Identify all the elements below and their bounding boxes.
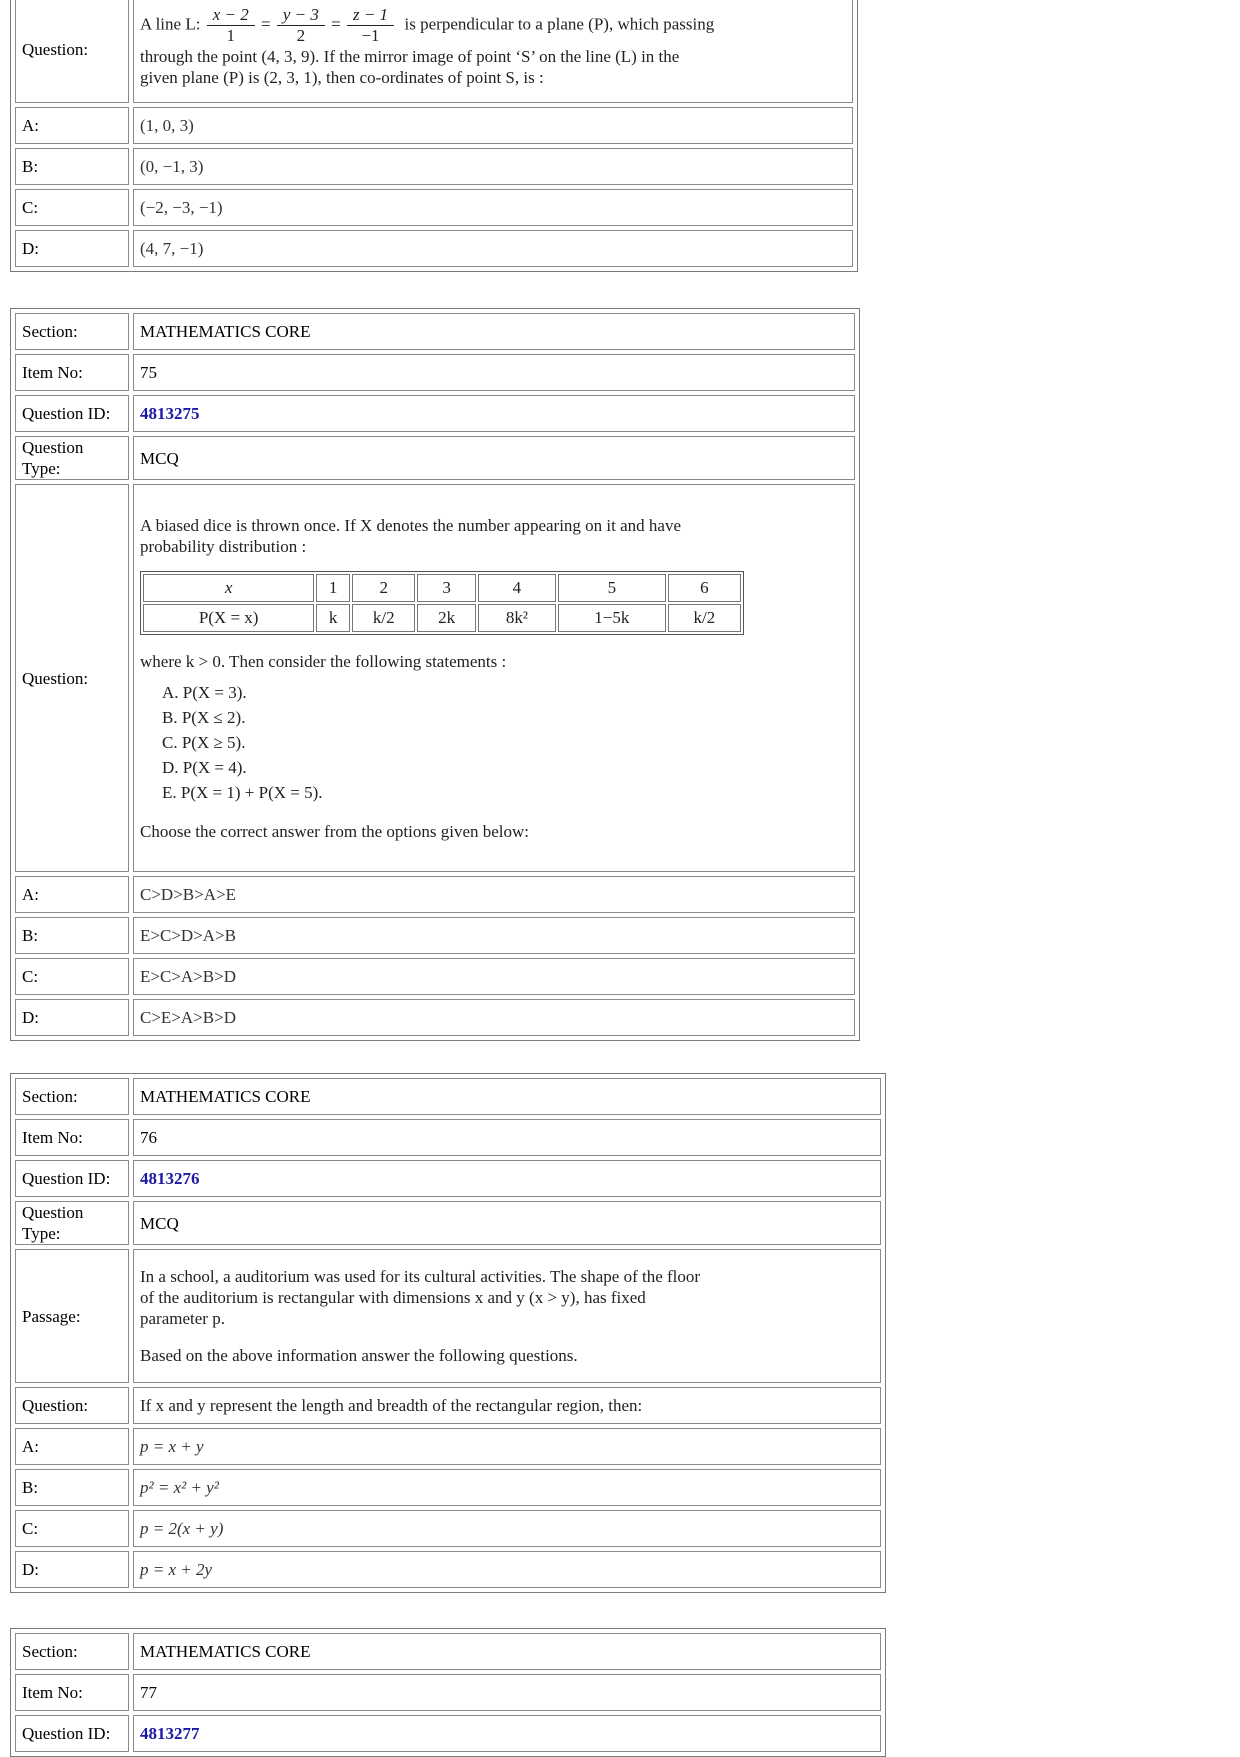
table-cell: P(X = x) xyxy=(143,604,314,632)
question-text xyxy=(133,0,853,103)
equals-sign: = xyxy=(260,13,271,33)
passage-label: Passage: xyxy=(15,1249,129,1383)
question-id-row xyxy=(15,1715,881,1752)
option-row-b xyxy=(15,148,853,185)
table-cell: 2 xyxy=(352,574,415,602)
probability-row-x xyxy=(143,574,741,602)
passage-line: Based on the above information answer the following questions. xyxy=(140,1346,578,1365)
question-id-value: 4813276 xyxy=(133,1160,881,1197)
option-row-c xyxy=(15,1510,881,1547)
option-label: C: xyxy=(15,189,129,226)
section-row xyxy=(15,1633,881,1670)
fraction-1: $\frac{x - 2}{1}$ xyxy=(207,5,255,46)
option-value: (0, −1, 3) xyxy=(133,148,853,185)
table-cell: 5 xyxy=(558,574,666,602)
item-row xyxy=(15,1119,881,1156)
question-id-value: 4813275 xyxy=(133,395,855,432)
question-label: Question: xyxy=(15,0,129,103)
probability-row-p xyxy=(143,604,741,632)
choose-instruction: Choose the correct answer from the options given below: xyxy=(140,821,530,841)
table-cell: 3 xyxy=(417,574,475,602)
question-text xyxy=(133,484,855,872)
question-id-label: Question ID: xyxy=(15,1160,129,1197)
option-row-b xyxy=(15,1469,881,1506)
question-tail: is perpendicular to a plane (P), which passing xyxy=(404,13,715,33)
table-cell: 4 xyxy=(478,574,556,602)
fraction-3: $\frac{z - 1}{-1}$ xyxy=(347,5,394,46)
option-row-d xyxy=(15,230,853,267)
section-label: Section: xyxy=(15,1078,129,1115)
where-clause: where k > 0. Then consider the following statements : xyxy=(140,651,507,671)
option-label: D: xyxy=(15,999,129,1036)
question-block-77 xyxy=(10,1628,886,1757)
statement-list xyxy=(162,680,848,805)
table-cell: 8k² xyxy=(478,604,556,632)
question-line-3: given plane (P) is (2, 3, 1), then co-ordinates of point S, is : xyxy=(140,67,544,87)
option-value: (4, 7, −1) xyxy=(133,230,853,267)
passage-line: In a school, a auditorium was used for its cultural activities. The shape of the floor xyxy=(140,1267,701,1286)
section-value: MATHEMATICS CORE xyxy=(133,1633,881,1670)
section-value: MATHEMATICS CORE xyxy=(133,1078,881,1115)
section-row xyxy=(15,313,855,350)
question-label: Question: xyxy=(15,1387,129,1424)
option-row-a xyxy=(15,876,855,913)
option-value: p² = x² + y² xyxy=(133,1469,881,1506)
option-value: p = 2(x + y) xyxy=(133,1510,881,1547)
section-label: Section: xyxy=(15,1633,129,1670)
option-label: C: xyxy=(15,1510,129,1547)
section-row xyxy=(15,1078,881,1115)
option-label: A: xyxy=(15,1428,129,1465)
fraction-2: $\frac{y - 3}{2}$ xyxy=(277,5,325,46)
passage-text xyxy=(133,1249,881,1383)
question-id-value: 4813277 xyxy=(133,1715,881,1752)
option-row-c xyxy=(15,189,853,226)
option-label: A: xyxy=(15,107,129,144)
option-value: p = x + 2y xyxy=(133,1551,881,1588)
table-cell: k/2 xyxy=(352,604,415,632)
question-id-label: Question ID: xyxy=(15,395,129,432)
option-value: C>E>A>B>D xyxy=(133,999,855,1036)
question-block-76 xyxy=(10,1073,886,1593)
option-row-b xyxy=(15,917,855,954)
option-row-a xyxy=(15,107,853,144)
question-line-2: through the point (4, 3, 9). If the mirror image of point ‘S’ on the line (L) in the xyxy=(140,46,680,66)
question-block-74 xyxy=(10,0,858,272)
option-value: E>C>A>B>D xyxy=(133,958,855,995)
question-type-row xyxy=(15,436,855,480)
statement: A. P(X = 3). xyxy=(162,682,247,702)
item-label: Item No: xyxy=(15,1119,129,1156)
statement: D. P(X = 4). xyxy=(162,757,247,777)
table-cell: k/2 xyxy=(668,604,741,632)
question-row xyxy=(15,484,855,872)
item-value: 75 xyxy=(133,354,855,391)
section-label: Section: xyxy=(15,313,129,350)
option-label: D: xyxy=(15,1551,129,1588)
question-type-row xyxy=(15,1201,881,1245)
equals-sign: = xyxy=(331,13,341,33)
option-value: (1, 0, 3) xyxy=(133,107,853,144)
question-type-value: MCQ xyxy=(133,1201,881,1245)
section-value: MATHEMATICS CORE xyxy=(133,313,855,350)
table-cell: k xyxy=(316,604,350,632)
passage-line: parameter p. xyxy=(140,1309,225,1328)
question-id-row xyxy=(15,1160,881,1197)
question-row xyxy=(15,0,853,103)
table-cell: x xyxy=(143,574,314,602)
table-cell: 1 xyxy=(316,574,350,602)
option-value: (−2, −3, −1) xyxy=(133,189,853,226)
option-row-d xyxy=(15,999,855,1036)
option-value: p = x + y xyxy=(133,1428,881,1465)
table-cell: 6 xyxy=(668,574,741,602)
option-label: A: xyxy=(15,876,129,913)
statement: B. P(X ≤ 2). xyxy=(162,707,246,727)
passage-line: of the auditorium is rectangular with dimensions x and y (x > y), has fixed xyxy=(140,1288,646,1307)
question-text: If x and y represent the length and breadth of the rectangular region, then: xyxy=(133,1387,881,1424)
statement: C. P(X ≥ 5). xyxy=(162,732,246,752)
question-id-row xyxy=(15,395,855,432)
option-label: C: xyxy=(15,958,129,995)
option-label: D: xyxy=(15,230,129,267)
question-intro-2: probability distribution : xyxy=(140,536,307,556)
table-cell: 1−5k xyxy=(558,604,666,632)
option-value: E>C>D>A>B xyxy=(133,917,855,954)
option-value: C>D>B>A>E xyxy=(133,876,855,913)
question-id-label: Question ID: xyxy=(15,1715,129,1752)
option-label: B: xyxy=(15,917,129,954)
item-value: 77 xyxy=(133,1674,881,1711)
table-cell: 2k xyxy=(417,604,475,632)
option-row-c xyxy=(15,958,855,995)
option-row-d xyxy=(15,1551,881,1588)
line-prefix: A line L: xyxy=(140,13,201,33)
statement: E. P(X = 1) + P(X = 5). xyxy=(162,782,323,802)
item-label: Item No: xyxy=(15,354,129,391)
item-row xyxy=(15,354,855,391)
question-block-75 xyxy=(10,308,860,1041)
question-label: Question: xyxy=(15,484,129,872)
question-type-label: Question Type: xyxy=(15,1201,129,1245)
probability-table xyxy=(140,571,744,635)
question-type-value: MCQ xyxy=(133,436,855,480)
item-label: Item No: xyxy=(15,1674,129,1711)
item-row xyxy=(15,1674,881,1711)
question-row xyxy=(15,1387,881,1424)
option-row-a xyxy=(15,1428,881,1465)
option-label: B: xyxy=(15,148,129,185)
passage-row xyxy=(15,1249,881,1383)
item-value: 76 xyxy=(133,1119,881,1156)
question-intro-1: A biased dice is thrown once. If X denotes the number appearing on it and have xyxy=(140,515,682,535)
question-type-label: Question Type: xyxy=(15,436,129,480)
option-label: B: xyxy=(15,1469,129,1506)
